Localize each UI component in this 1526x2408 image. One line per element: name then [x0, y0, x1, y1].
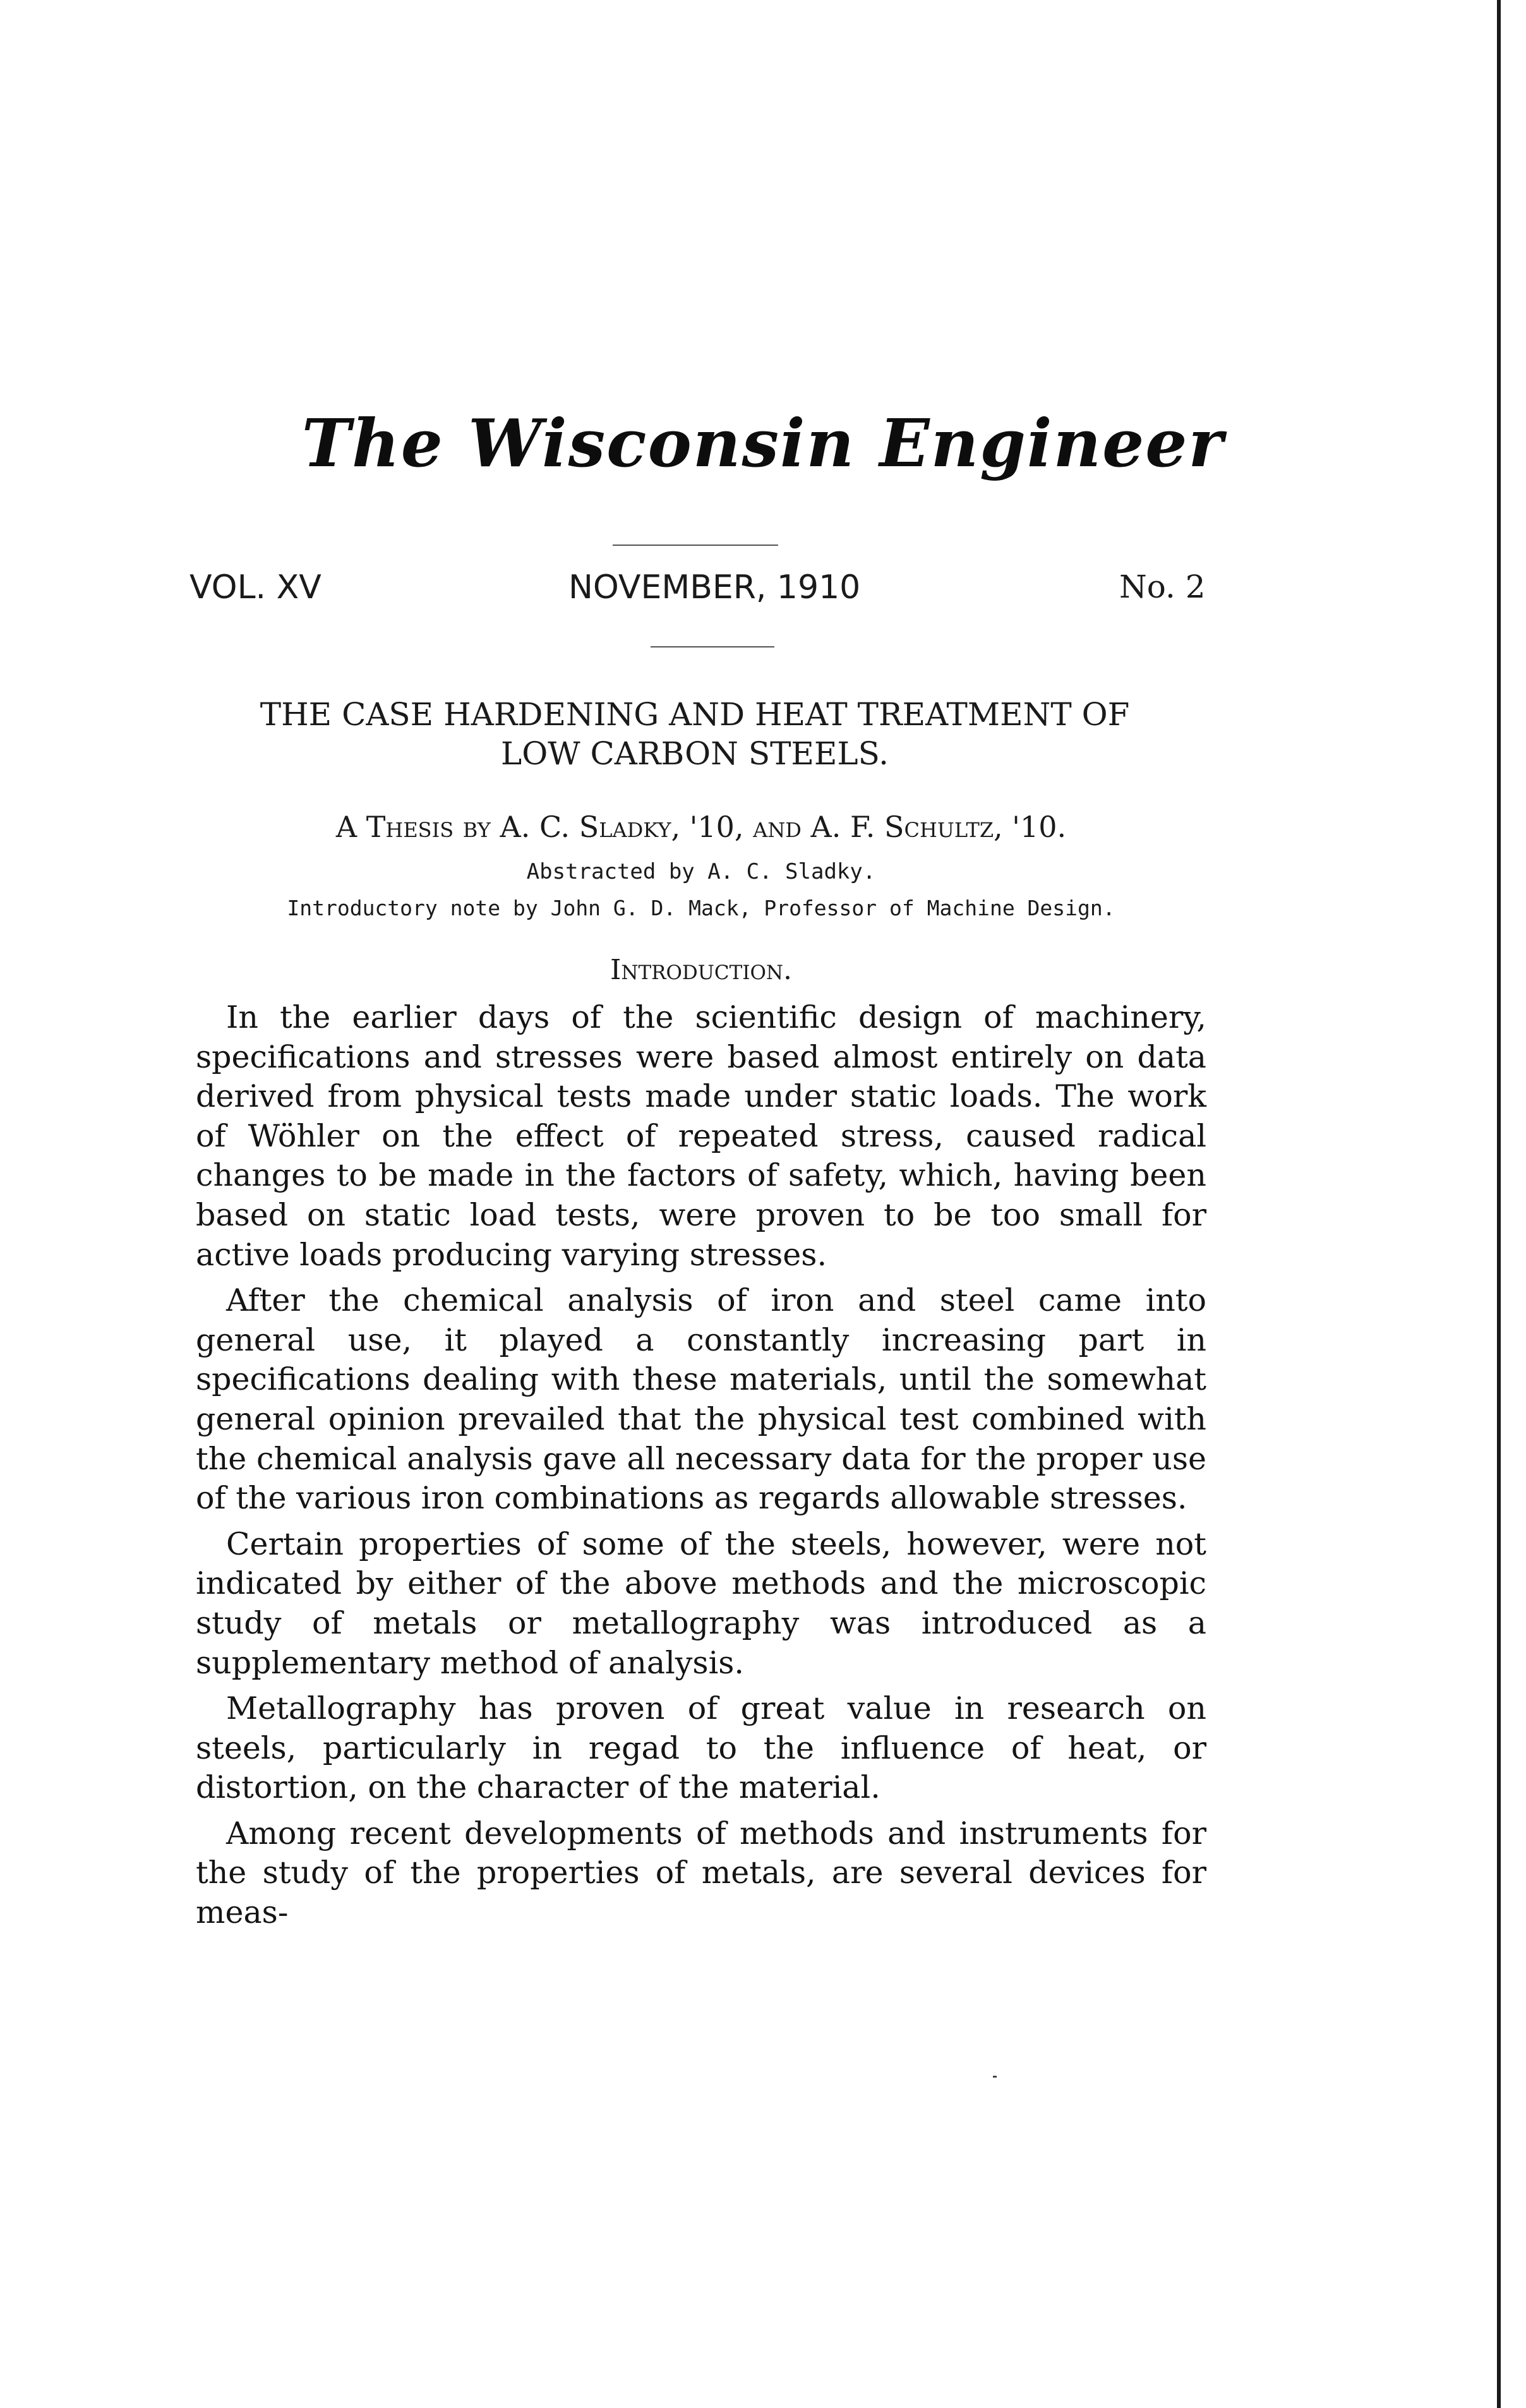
issue-number: No. 2 — [1119, 569, 1206, 605]
abstract-credit: Abstracted by A. C. Sladky. — [526, 859, 876, 884]
volume-label: VOL. XV — [189, 569, 321, 606]
paragraph: After the chemical analysis of iron and steel came into general use, it played a constantly increasing part in specifications dealing with these materials, until the somewhat general opinion prevailed that the physical test combined with the chemical analysis gave all necessary data for the proper use of the various iron combinations as regards allowable stresses. — [196, 1282, 1206, 1517]
section-heading: Introduction. — [610, 954, 793, 986]
print-speck — [993, 2076, 997, 2078]
paragraph: Among recent developments of methods and instruments for the study of the properties of metals, are several devices for meas- — [196, 1815, 1206, 1931]
journal-masthead: The Wisconsin Engineer — [301, 404, 1225, 482]
paragraph: Certain properties of some of the steels, however, were not indicated by either of the above methods and the microscopic study of metals or metallography was introduced as a supplementary method of analysis. — [196, 1526, 1206, 1681]
paragraph: In the earlier days of the scientific design of machinery, specifications and stresses were based almost entirely on data derived from physical tests made under static loads. The work of Wöhler on the effect of repeated stress, caused radical changes to be made in the factors of safety, which, having been based on static load tests, were proven to be too small for active loads producing varying stresses. — [196, 999, 1206, 1273]
article-title — [189, 695, 1200, 773]
paragraph: Metallography has proven of great value in research on steels, particularly in regad to the influence of heat, or distortion, on the character of the material. — [196, 1690, 1206, 1806]
article-title-line-2: LOW CARBON STEELS. — [501, 735, 889, 772]
issue-divider — [651, 646, 774, 647]
article-body — [196, 998, 1206, 1939]
issue-info — [0, 569, 1526, 619]
article-title-line-1: THE CASE HARDENING AND HEAT TREATMENT OF — [260, 696, 1130, 733]
masthead-divider — [613, 545, 778, 546]
issue-date: NOVEMBER, 1910 — [568, 569, 861, 606]
article-byline: A Thesis by A. C. Sladky, '10, and A. F. Schultz, '10. — [335, 810, 1067, 844]
introductory-note-credit: Introductory note by John G. D. Mack, Professor of Machine Design. — [287, 896, 1115, 920]
page-edge-shadow — [1497, 0, 1501, 2408]
